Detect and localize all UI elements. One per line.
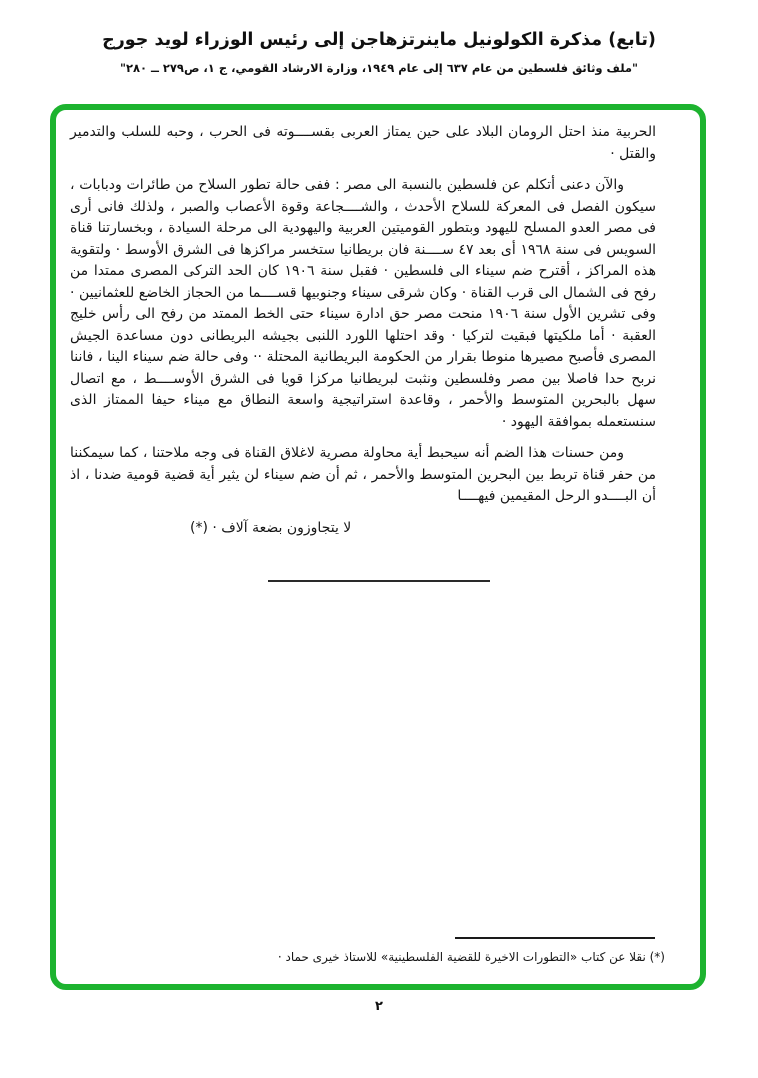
footnote-separator-rule	[455, 937, 655, 939]
document-source-citation: "ملف وثائق فلسطين من عام ٦٣٧ إلى عام ١٩٤٩، وزارة الارشاد القومي، ج ١، ص٢٧٩ ــ ٢٨٠"	[119, 61, 639, 75]
page-number: ٢	[375, 999, 383, 1014]
paragraph-sinai-proposal: والآن دعنى أتكلم عن فلسطين بالنسبة الى مصر : ففى حالة تطور السلاح من طائرات ودبابات ، سيكون الفصل فى المعركة للسلاح الأحدث ، والشــــجاعة وقوة الأعصاب والصبر ، ولذلك فانى أرى فى مصر العدو المسلح لليهود وبتطور القوميتين العربية واليهودية الى مرحلة السيادة ، وبخسارتنا قناة السويس فى سنة ١٩٦٨ أى بعد ٤٧ ســــنة فان بريطانيا ستخسر مراكزها فى الشرق الأوسط · ولتقوية هذه المراكز ، أقترح ضم سيناء الى فلسطين · فقبل سنة ١٩٠٦ كان الحد التركى المصرى ممتدا من رفح فى الشمال الى قرب القناة · وكان شرقى سيناء وجنوبيها قســــما من الحجاز الخاضع للعثمانيين · وفى تشرين الأول سنة ١٩٠٦ منحت مصر حق ادارة سيناء حتى الخط الممتد من رفح الى رأس خليج العقبة · أما ملكيتها فبقيت لتركيا · وقد احتلها اللورد اللنبى بجيشه البريطانى دون مساعدة الجيش المصرى فأصبح مصيرها منوطا بقرار من الحكومة البريطانية المحتلة ·· وفى حالة ضم سيناء الينا ، فاننا نربح حدا فاصلا بين مصر وفلسطين ونثبت لبريطانيا مركزا قويا فى الشرق الأوســــط ، مع اتصال سهل بالبحرين المتوسط والأحمر ، وقاعدة استراتيجية واسعة النطاق مع ميناء حيفا الممتاز الذى سنستعمله بموافقة اليهود ·	[70, 177, 657, 430]
document-body-text	[70, 122, 656, 549]
section-end-divider	[268, 580, 490, 582]
paragraph-annexation-benefits: ومن حسنات هذا الضم أنه سيحبط أية محاولة مصرية لاغلاق القناة فى وجه ملاحتنا ، كما سيمكننا من حفر قناة تربط بين البحرين المتوسط والأحمر ، ثم أن ضم سيناء لن يثير أية قضية قومية ضدنا ، اذ أن البــــدو الرحل المقيمين فيهــــا	[70, 445, 656, 504]
paragraph-continuation: الحربية منذ احتل الرومان البلاد على حين يمتاز العربى بقســــوته فى الحرب ، وحبه للسلب والتدمير والقتل ·	[70, 124, 656, 162]
paragraph-closing-line: لا يتجاوزون بضعة آلاف · (*)	[190, 519, 352, 536]
footnote-text: (*) نقلا عن كتاب «التطورات الاخيرة للقضية الفلسطينية» للاستاذ خيرى حماد ·	[277, 950, 665, 964]
document-title: (تابع) مذكرة الكولونيل ماينرتزهاجن إلى رئيس الوزراء لويد جورج	[102, 30, 656, 50]
